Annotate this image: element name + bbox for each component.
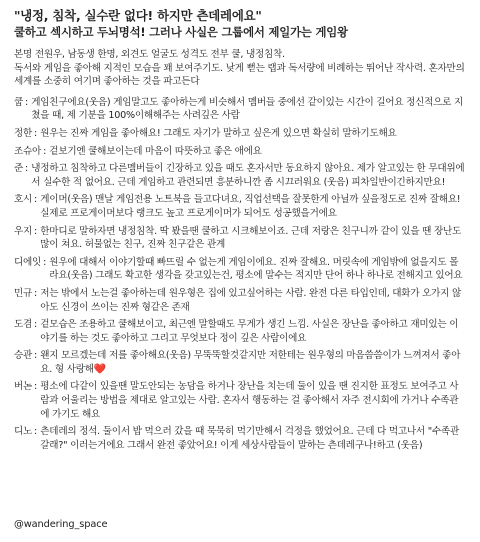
intro-section <box>14 48 466 89</box>
colon: : <box>34 194 38 206</box>
comment-text: 저는 밖에서 노는걸 좋아하는데 원우형은 집에 있고싶어하는 사람. 완전 다른 타입인데, 대화가 오가지 않아도 신경이 쓰이는 진짜 형같은 존재 <box>40 287 462 313</box>
comment-item <box>14 145 466 159</box>
comment-text: 냉정하고 침착하고 다른멤버들이 긴장하고 있을 때도 혼자서만 동요하지 않아요. 제가 알고있는 한 무대위에서 실수한 적 없어요. 근데 게임하고 관련되면 흥분하니깐 좀 시끄러워요 (웃음) 피차일반이긴하지만요! <box>31 163 465 188</box>
page-title: "냉정, 침착, 실수란 없다! 하지만 츤데레에요" <box>14 8 262 23</box>
colon: : <box>34 350 38 362</box>
colon: : <box>34 127 38 139</box>
comment-item <box>14 318 466 345</box>
intro-line: 독서와 게임을 좋아해 지적인 모습을 꽤 보여주기도. 낮게 뻗는 랩과 독서량에 비례하는 뛰어난 작사력. 혼자만의 세계를 소중히 여기며 좋아하는 것을 파고든다 <box>14 62 465 88</box>
member-name: 디노 <box>14 426 33 438</box>
comment-item <box>14 349 466 376</box>
comment-text: 한마디로 말하자면 냉정침착. 딱 봤을땐 쿨하고 시크해보이죠. 근데 저랑은 친구니까 같이 있을 땐 장난도 많이 쳐요. 허물없는 친구, 진짜 친구같은 관계 <box>40 225 462 251</box>
member-name: 승관 <box>14 350 33 362</box>
colon: : <box>25 96 29 108</box>
comment-text-wrap <box>40 349 466 376</box>
colon: : <box>43 145 47 157</box>
member-name: 정한 <box>14 127 33 139</box>
colon: : <box>34 287 38 299</box>
comment-item <box>14 287 466 314</box>
comment-text: 게이머(웃음) 맨날 게임전용 노트북을 들고다녀요, 직업선택을 잘못한게 아닐까 싶을정도로 진짜 잘해요! 실제로 프로게이머보다 랭크도 높고 프로게이머가 되어도 성공했을거에요 <box>40 194 461 219</box>
colon: : <box>34 225 38 237</box>
colon: : <box>34 319 38 331</box>
colon: : <box>34 381 38 393</box>
member-name: 우지 <box>14 225 33 237</box>
comment-item <box>14 127 466 141</box>
colon: : <box>43 256 47 268</box>
page-subtitle: 쿨하고 섹시하고 두뇌명석! 그러나 사실은 그룹에서 제일가는 게임왕 <box>14 25 348 39</box>
colon: : <box>34 426 38 438</box>
member-name: 쿱 <box>14 96 24 108</box>
comment-text: 원우는 진짜 게임을 좋아해요! 그래도 자기가 말하고 싶은게 있으면 확실히 말하기도해요 <box>40 127 397 139</box>
comment-text: 겉보기엔 쿨해보이는데 마음이 따뜻하고 좋은 애에요 <box>49 145 262 157</box>
member-comments <box>14 96 466 453</box>
comment-text: 원우에 대해서 이야기할때 빠뜨릴 수 없는게 게임이에요. 진짜 잘해요. 머릿속에 게임밖에 없을지도 몰라요(웃음) 그래도 확고한 생각을 갖고있는건, 평소에 말수는 적지만 단어 하나 하나로 전해지고 있어요 <box>49 256 463 282</box>
comment-text: 겉모습은 조용하고 쿨해보이고, 최근엔 말할때도 무게가 생긴 느낌. 사실은 장난을 좋아하고 재미있는 이야기를 하는 것도 좋아하고 그리고 무엇보다 정이 깊은 사람이에요 <box>40 319 459 344</box>
member-name: 민규 <box>14 287 33 299</box>
comment-item <box>14 193 466 220</box>
heart-emoji-icon: ❤️ <box>93 363 106 375</box>
comment-item <box>14 380 466 421</box>
comment-text: 게임친구에요(웃음) 게임말고도 좋아하는게 비슷해서 멤버들 중에선 같이있는 시간이 길어요 정신적으로 지쳤을 때, 제 기분을 100%이해해주는 사려깊은 사람 <box>31 96 464 122</box>
comment-item <box>14 96 466 123</box>
comment-text: 왠지 모르겠는데 저를 좋아해요(웃음) 무뚝뚝할것같지만 저한테는 원우형의 마음씀씀이가 느껴져서 좋아요. 형 사랑해 <box>40 350 461 375</box>
content-area <box>14 7 466 452</box>
member-name: 도겸 <box>14 319 33 331</box>
colon: : <box>25 163 29 175</box>
comment-item <box>14 162 466 189</box>
comment-text: 평소에 다같이 있을땐 말도안되는 농담을 하거나 장난을 치는데 둘이 있을 땐 진지한 표정도 보여주고 사람과 어울리는 방법을 제대로 알고있는 사람. 혼자서 행동하는 걸 좋아해서 자주 전시회에 가거나 수족관에 가기도 해요 <box>40 381 459 420</box>
comment-item <box>14 425 466 452</box>
comment-item <box>14 225 466 252</box>
member-name: 조슈아 <box>14 145 42 157</box>
comment-item <box>14 256 466 283</box>
member-name: 디에잇 <box>14 256 42 268</box>
member-name: 준 <box>14 163 24 175</box>
intro-line: 본명 전원우, 남동생 한명, 외견도 얼굴도 성격도 전부 쿨, 냉정침착. <box>14 49 285 60</box>
author-handle: @wandering_space <box>14 519 108 530</box>
comment-text: 츤데레의 정석. 둘이서 밥 먹으러 갔을 때 묵묵히 먹기만해서 걱정을 했었어요. 근데 다 먹고나서 "수족관갈래?" 이러는거에요 그래서 완전 좋았어요! 이게 세상사람들이 말하는 츤데레구나!하고 (웃음) <box>40 426 459 451</box>
member-name: 버논 <box>14 381 33 393</box>
member-name: 호시 <box>14 194 33 206</box>
